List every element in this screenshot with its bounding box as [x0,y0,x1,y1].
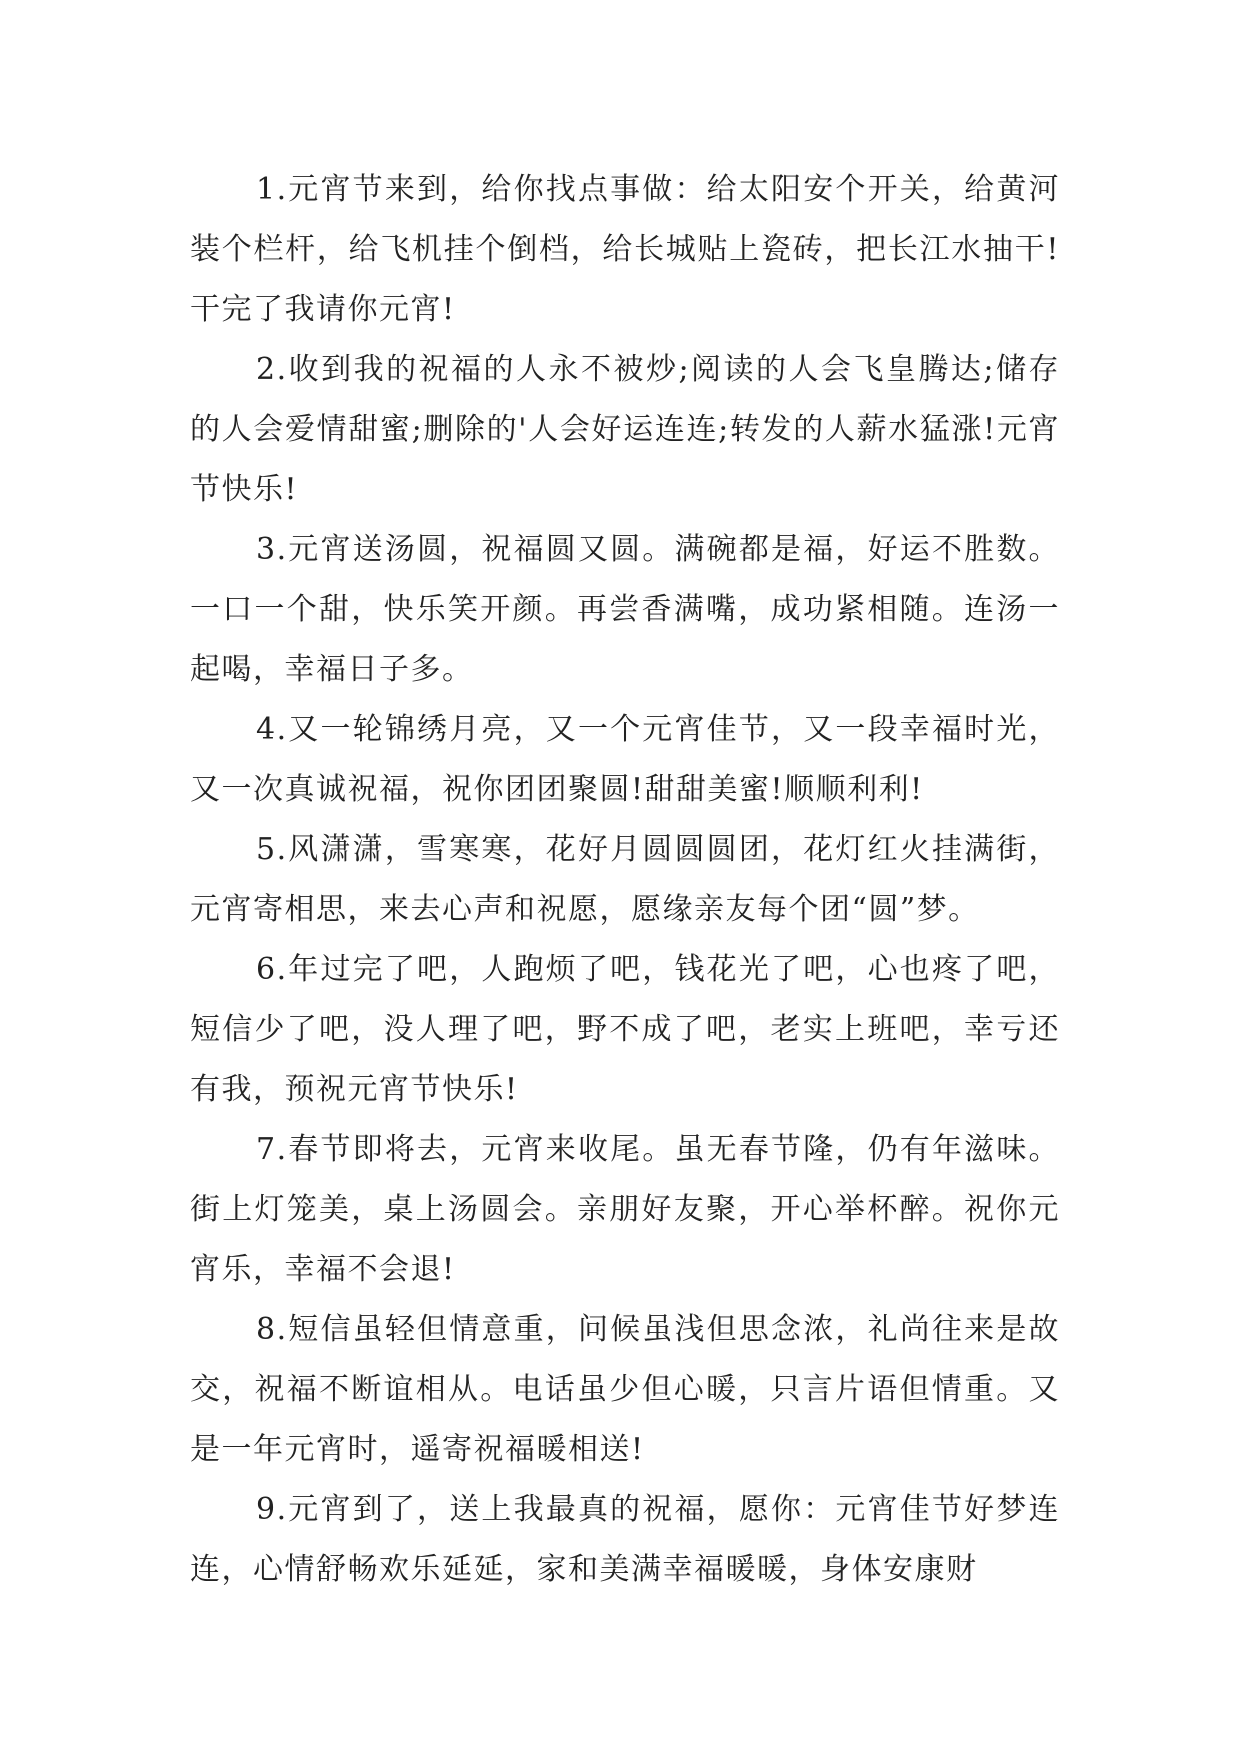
paragraph-3: 3.元宵送汤圆，祝福圆又圆。满碗都是福，好运不胜数。一口一个甜，快乐笑开颜。再尝香满嘴，成功紧相随。连汤一起喝，幸福日子多。 [190,532,1060,687]
paragraph-2: 2.收到我的祝福的人永不被炒;阅读的人会飞皇腾达;储存的人会爱情甜蜜;删除的'人会好运连连;转发的人薪水猛涨!元宵节快乐! [190,352,1060,507]
paragraph-8: 8.短信虽轻但情意重，问候虽浅但思念浓，礼尚往来是故交，祝福不断谊相从。电话虽少但心暖，只言片语但情重。又是一年元宵时，遥寄祝福暖相送! [190,1312,1060,1467]
paragraph-7: 7.春节即将去，元宵来收尾。虽无春节隆，仍有年滋味。街上灯笼美，桌上汤圆会。亲朋好友聚，开心举杯醉。祝你元宵乐，幸福不会退! [190,1132,1060,1287]
document-body [190,160,1060,1600]
paragraph-5: 5.风潇潇，雪寒寒，花好月圆圆圆团，花灯红火挂满街，元宵寄相思，来去心声和祝愿，愿缘亲友每个团“圆”梦。 [190,832,1060,927]
paragraph-1: 1.元宵节来到，给你找点事做：给太阳安个开关，给黄河装个栏杆，给飞机挂个倒档，给长城贴上瓷砖，把长江水抽干!干完了我请你元宵! [190,172,1060,327]
paragraph-9: 9.元宵到了，送上我最真的祝福，愿你：元宵佳节好梦连连，心情舒畅欢乐延延，家和美满幸福暖暖，身体安康财 [190,1492,1060,1587]
paragraph-6: 6.年过完了吧，人跑烦了吧，钱花光了吧，心也疼了吧，短信少了吧，没人理了吧，野不成了吧，老实上班吧，幸亏还有我，预祝元宵节快乐! [190,952,1060,1107]
paragraph-4: 4.又一轮锦绣月亮，又一个元宵佳节，又一段幸福时光，又一次真诚祝福，祝你团团聚圆!甜甜美蜜!顺顺利利! [190,712,1060,807]
